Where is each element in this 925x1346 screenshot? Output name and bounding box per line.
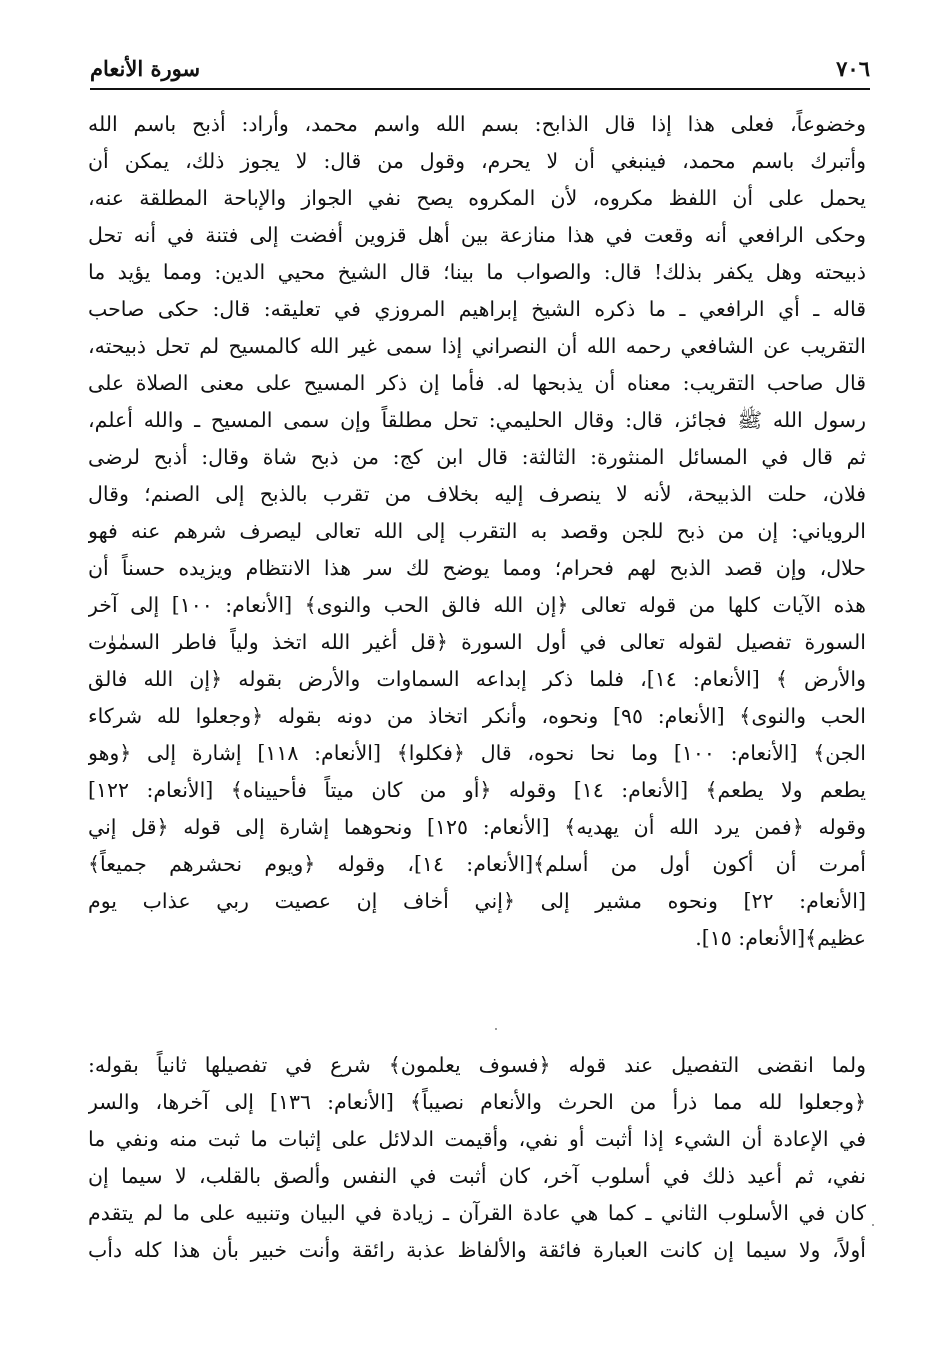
text-line: وخضوعاً، فعلى هذا إذا قال الذابح: بسم الله واسم محمد، وأراد: أذبح باسم الله (88, 112, 866, 136)
surah-title: سورة الأنعام (90, 56, 201, 81)
text-line: حلال، وإن قصد الذبح لهم فحرام؛ ومما يوضح لك سر هذا الانتظام ويزيده حسناً أن (88, 556, 866, 580)
text-line: وقوله ﴿فمن يرد الله أن يهديه﴾ [الأنعام: ١٢٥] ونحوهما إشارة إلى قوله ﴿قل إني (88, 815, 866, 839)
text-line: يطعم ولا يطعم﴾ [الأنعام: ١٤] وقوله ﴿أو من كان ميتاً فأحييناه﴾ [الأنعام: ١٢٢] (88, 778, 866, 802)
page-number: ٧٠٦ (836, 56, 870, 81)
text-line: ثم قال في المسائل المنثورة: الثالثة: قال ابن كج: من ذبح شاة وقال: أذبح لرضى (88, 445, 866, 469)
text-line: عظيم﴾[الأنعام: ١٥]. (695, 926, 866, 950)
text-line: يحمل على أن اللفظ مكروه، لأن المكروه يصح نفي الجواز والإباحة المطلقة عنه، (88, 186, 866, 210)
text-line: [الأنعام: ٢٢] ونحوه مشير إلى ﴿إني أخاف إن عصيت ربي عذاب يوم (88, 889, 866, 913)
scan-speck (495, 1028, 497, 1030)
text-line: في الإعادة أن الشيء إذا أثبت أو نفي، وأقيمت الدلائل على إثبات ما ثبت منه ونفي ما (88, 1127, 866, 1151)
paragraph-2 (88, 1047, 866, 1269)
paragraph-1 (88, 106, 866, 957)
text-line: قاله ـ أي الرافعي ـ ما ذكره الشيخ إبراهيم المروزي في تعليقه: قال: حكى صاحب (88, 297, 866, 321)
text-line: الحب والنوى﴾ [الأنعام: ٩٥] ونحوه، وأنكر اتخاذ من دونه بقوله ﴿وجعلوا لله شركاء (88, 704, 866, 728)
text-line: نفي، ثم أعيد ذلك في أسلوب آخر، كان أثبت في النفس وألصق بالقلب، لا سيما إن (88, 1164, 866, 1188)
text-line: أمرت أن أكون أول من أسلم﴾[الأنعام: ١٤]، وقوله ﴿ويوم نحشرهم جميعاً﴾ (88, 852, 866, 876)
text-line: الروياني: إن من ذبح للجن وقصد به التقرب إلى الله تعالى ليصرف شرهم عنه فهو (88, 519, 866, 543)
text-line: والأرض ﴾ [الأنعام: ١٤]، فلما ذكر إبداعه السماوات والأرض بقوله ﴿إن الله فالق (88, 667, 866, 691)
text-line: الجن﴾ [الأنعام: ١٠٠] وما نحا نحوه، قال ﴿فكلوا﴾ [الأنعام: ١١٨] إشارة إلى ﴿وهو (88, 741, 866, 765)
text-line: رسول الله ﷺ فجائز، قال: وقال الحليمي: تحل مطلقاً وإن سمى المسيح ـ والله أعلم، (88, 408, 866, 432)
scan-speck (872, 1224, 874, 1226)
text-line: وحكى الرافعي أنه وقعت في هذا منازعة بين أهل قزوين أفضت إلى فتنة في أنه تحل (88, 223, 866, 247)
header-rule (90, 88, 870, 90)
page-header (90, 54, 870, 88)
text-line: التقريب عن الشافعي رحمه الله أن النصراني إذا سمى غير الله كالمسيح لم تحل ذبيحته، (88, 334, 866, 358)
text-line: وأتبرك باسم محمد، فينبغي أن لا يحرم، وقول من قال: لا يجوز ذلك، يمكن أن (88, 149, 866, 173)
text-line: ولما انقضى التفصيل عند قوله ﴿فسوف يعلمون﴾ شرع في تفصيلها ثانياً بقوله: (88, 1053, 866, 1077)
text-line: فلان، حلت الذبيحة، لأنه لا ينصرف إليه بخلاف من تقرب بالذبح إلى الصنم؛ وقال (88, 482, 866, 506)
text-line: أولاً، ولا سيما إن كانت العبارة فائقة والألفاظ عذبة رائقة وأنت خبير بأن هذا كله دأب (88, 1238, 866, 1262)
text-line: ذبيحته وهل يكفر بذلك! قال: والصواب ما بينا؛ قال الشيخ محيي الدين: ومما يؤيد ما (88, 260, 866, 284)
text-line: هذه الآيات كلها من قوله تعالى ﴿إن الله فالق الحب والنوى﴾ [الأنعام: ١٠٠] إلى آخر (88, 593, 866, 617)
text-line: كان في الأسلوب الثاني ـ كما هي عادة القرآن ـ زيادة في البيان وتنبيه على ما لم يتقدم (88, 1201, 866, 1225)
text-line: السورة تفصيل لقوله تعالى في أول السورة ﴿قل أغير الله اتخذ ولياً فاطر السمٰوٰت (88, 630, 866, 654)
text-line: قال صاحب التقريب: معناه أن يذبحها له. فأما إن ذكر المسيح على معنى الصلاة على (88, 371, 866, 395)
text-line: ﴿وجعلوا لله مما ذرأ من الحرث والأنعام نصيباً﴾ [الأنعام: ١٣٦] إلى آخرها، والسر (88, 1090, 866, 1114)
